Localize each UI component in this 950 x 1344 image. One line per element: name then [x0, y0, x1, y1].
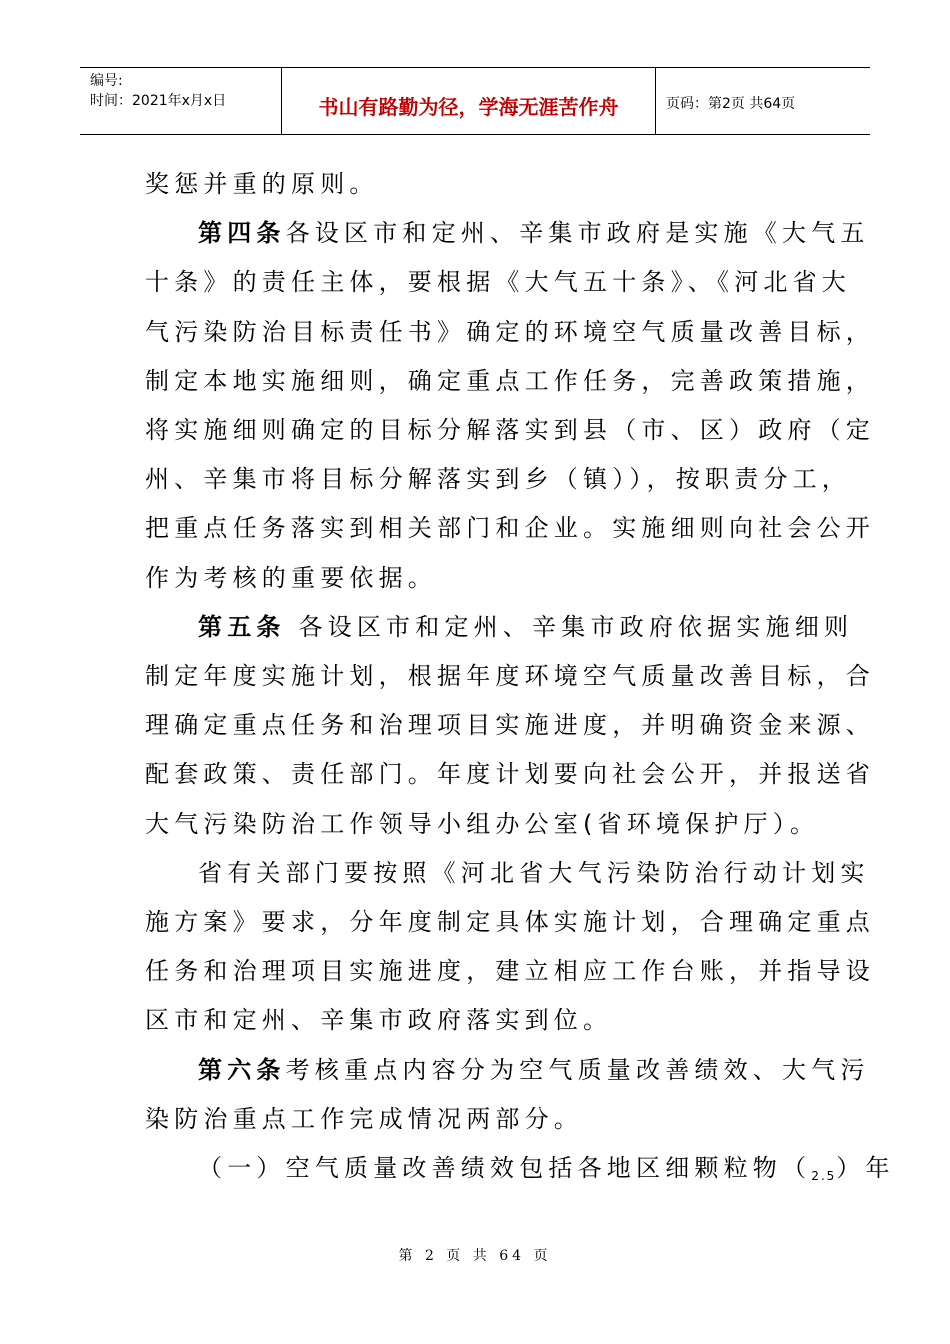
body-line: 任务和治理项目实施进度，建立相应工作台账，并指导设 — [145, 957, 875, 986]
article-5-label: 第五条 — [198, 612, 286, 641]
body-line: 州、辛集市将目标分解落实到乡（镇）），按职责分工， — [145, 465, 851, 494]
body-line: 各设区市和定州、辛集市政府依据实施细则 — [285, 612, 854, 641]
body-line: 奖惩并重的原则。 — [145, 170, 379, 198]
body-line: 考核重点内容分为空气质量改善绩效、大气污 — [285, 1055, 870, 1084]
body-line: 制定年度实施计划，根据年度环境空气质量改善目标，合 — [145, 662, 875, 691]
body-line: 大气污染防治工作领导小组办公室(省环境保护厅）。 — [145, 809, 820, 838]
body-line: 施方案》要求，分年度制定具体实施计划，合理确定重点 — [145, 908, 875, 937]
article-6-line — [145, 1046, 870, 1095]
header-page-info: 页码：第2页 共64页 — [666, 96, 796, 112]
pm25-subscript: 2.5 — [811, 1169, 837, 1184]
date-label: 时间：2021年x月x日 — [90, 93, 227, 109]
page-footer: 第 2 页 共 64 页 — [398, 1248, 552, 1264]
article-4-label: 第四条 — [198, 219, 286, 248]
body-line: 省有关部门要按照《河北省大气污染防治行动计划实 — [198, 858, 870, 887]
body-line: 把重点任务落实到相关部门和企业。实施细则向社会公开 — [145, 514, 875, 543]
body-line: 理确定重点任务和治理项目实施进度，并明确资金来源、 — [145, 711, 875, 740]
article-4-line — [145, 209, 870, 258]
body-line: 制定本地实施细则，确定重点工作任务，完善政策措施， — [145, 366, 875, 395]
body-line: 作为考核的重要依据。 — [145, 563, 437, 592]
article-6-label: 第六条 — [198, 1055, 286, 1084]
body-line: 配套政策、责任部门。年度计划要向社会公开，并报送省 — [145, 760, 875, 789]
document-body — [145, 160, 895, 1201]
body-line: （一）空气质量改善绩效包括各地区细颗粒物（ — [198, 1154, 812, 1183]
body-line: 区市和定州、辛集市政府落实到位。 — [145, 1006, 613, 1035]
body-line: 将实施细则确定的目标分解落实到县（市、区）政府（定 — [145, 416, 875, 445]
body-line: 十条》的责任主体，要根据《大气五十条》、《河北省大 — [145, 268, 851, 297]
article-5-line — [145, 603, 854, 652]
header-meta — [80, 68, 282, 134]
body-line: 染防治重点工作完成情况两部分。 — [145, 1104, 583, 1133]
body-line: ）年 — [836, 1154, 895, 1183]
serial-number-label: 编号: — [90, 73, 123, 89]
body-line: 气污染防治目标责任书》确定的环境空气质量改善目标， — [145, 317, 875, 346]
body-line: 各设区市和定州、辛集市政府是实施《大气五 — [285, 219, 870, 248]
header-motto: 书山有路勤为径，学海无涯苦作舟 — [282, 68, 656, 134]
pm25-line — [145, 1144, 895, 1201]
document-header — [80, 67, 870, 135]
